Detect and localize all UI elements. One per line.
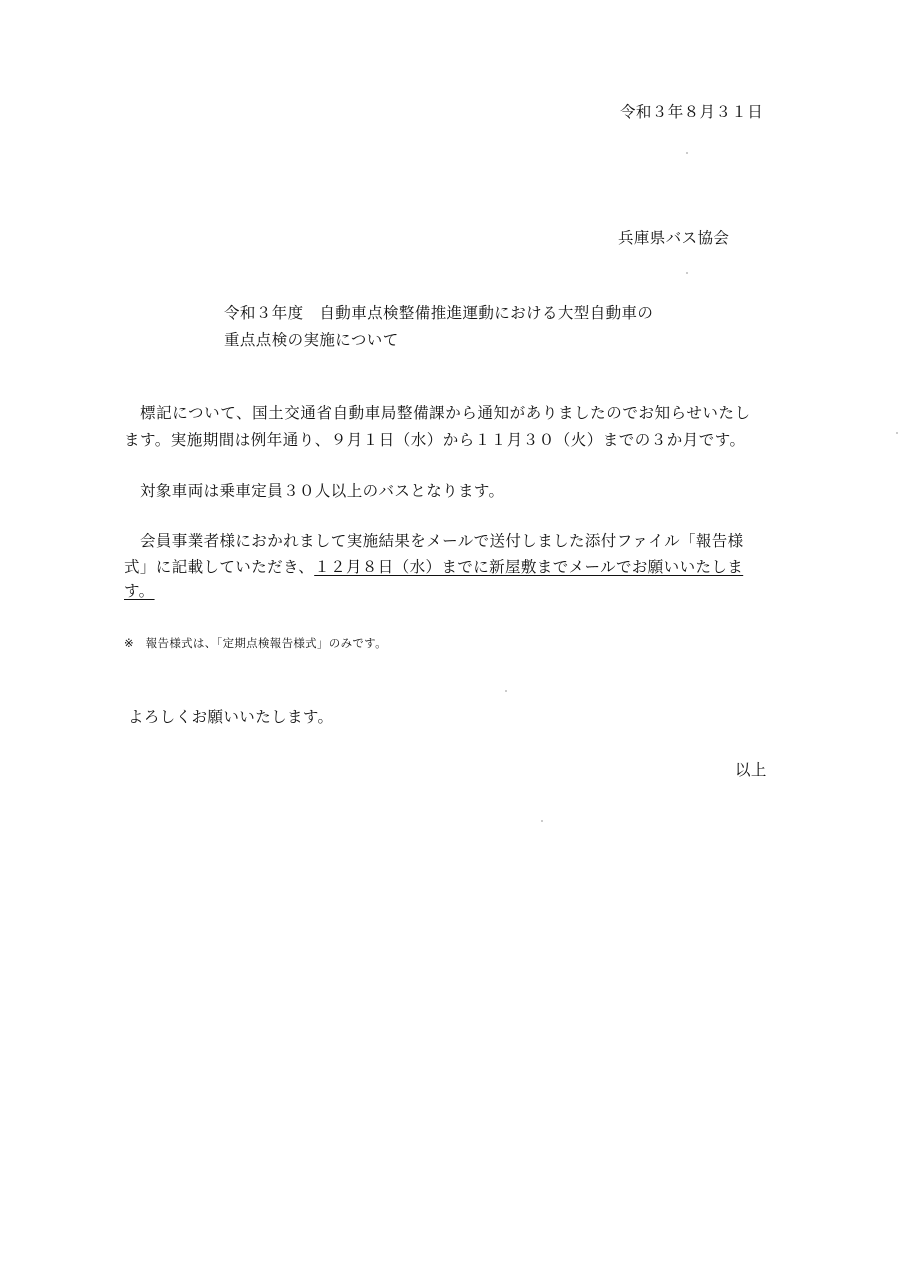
- report-format-note: ※ 報告様式は、「定期点検報告様式」のみです。: [124, 636, 387, 650]
- sender-organization: 兵庫県バス協会: [618, 229, 730, 247]
- deadline-underlined-text: １２月８日（水）までに新屋敷までメールでお願いいたしま: [314, 558, 744, 576]
- end-mark: 以上: [735, 761, 767, 779]
- paragraph-1-line-1: 標記について、国土交通省自動車局整備課から通知がありましたのでお知らせいたし: [140, 404, 751, 422]
- closing-remark: よろしくお願いいたします。: [128, 708, 334, 726]
- subject-line-2: 重点点検の実施について: [224, 331, 399, 349]
- scan-speck: [686, 272, 688, 274]
- paragraph-2: 対象車両は乗車定員３０人以上のバスとなります。: [140, 482, 505, 500]
- scan-speck: [686, 152, 688, 154]
- paragraph-3-line-1: 会員事業者様におかれまして実施結果をメールで送付しました添付ファイル「報告様: [140, 532, 744, 550]
- subject-line-1: 令和３年度 自動車点検整備推進運動における大型自動車の: [224, 304, 654, 322]
- paragraph-1-line-2: ます。実施期間は例年通り、９月１日（水）から１１月３０（火）までの３か月です。: [124, 431, 746, 449]
- scan-speck: [505, 690, 507, 692]
- scan-speck: [541, 820, 543, 822]
- scan-speck: [896, 432, 898, 434]
- paragraph-3-line-2: [124, 557, 743, 577]
- document-date: 令和３年８月３１日: [620, 103, 764, 121]
- paragraph-3-line-2-prefix: 式」に記載していただき、: [124, 558, 315, 576]
- deadline-underlined-text-end: す。: [124, 582, 155, 600]
